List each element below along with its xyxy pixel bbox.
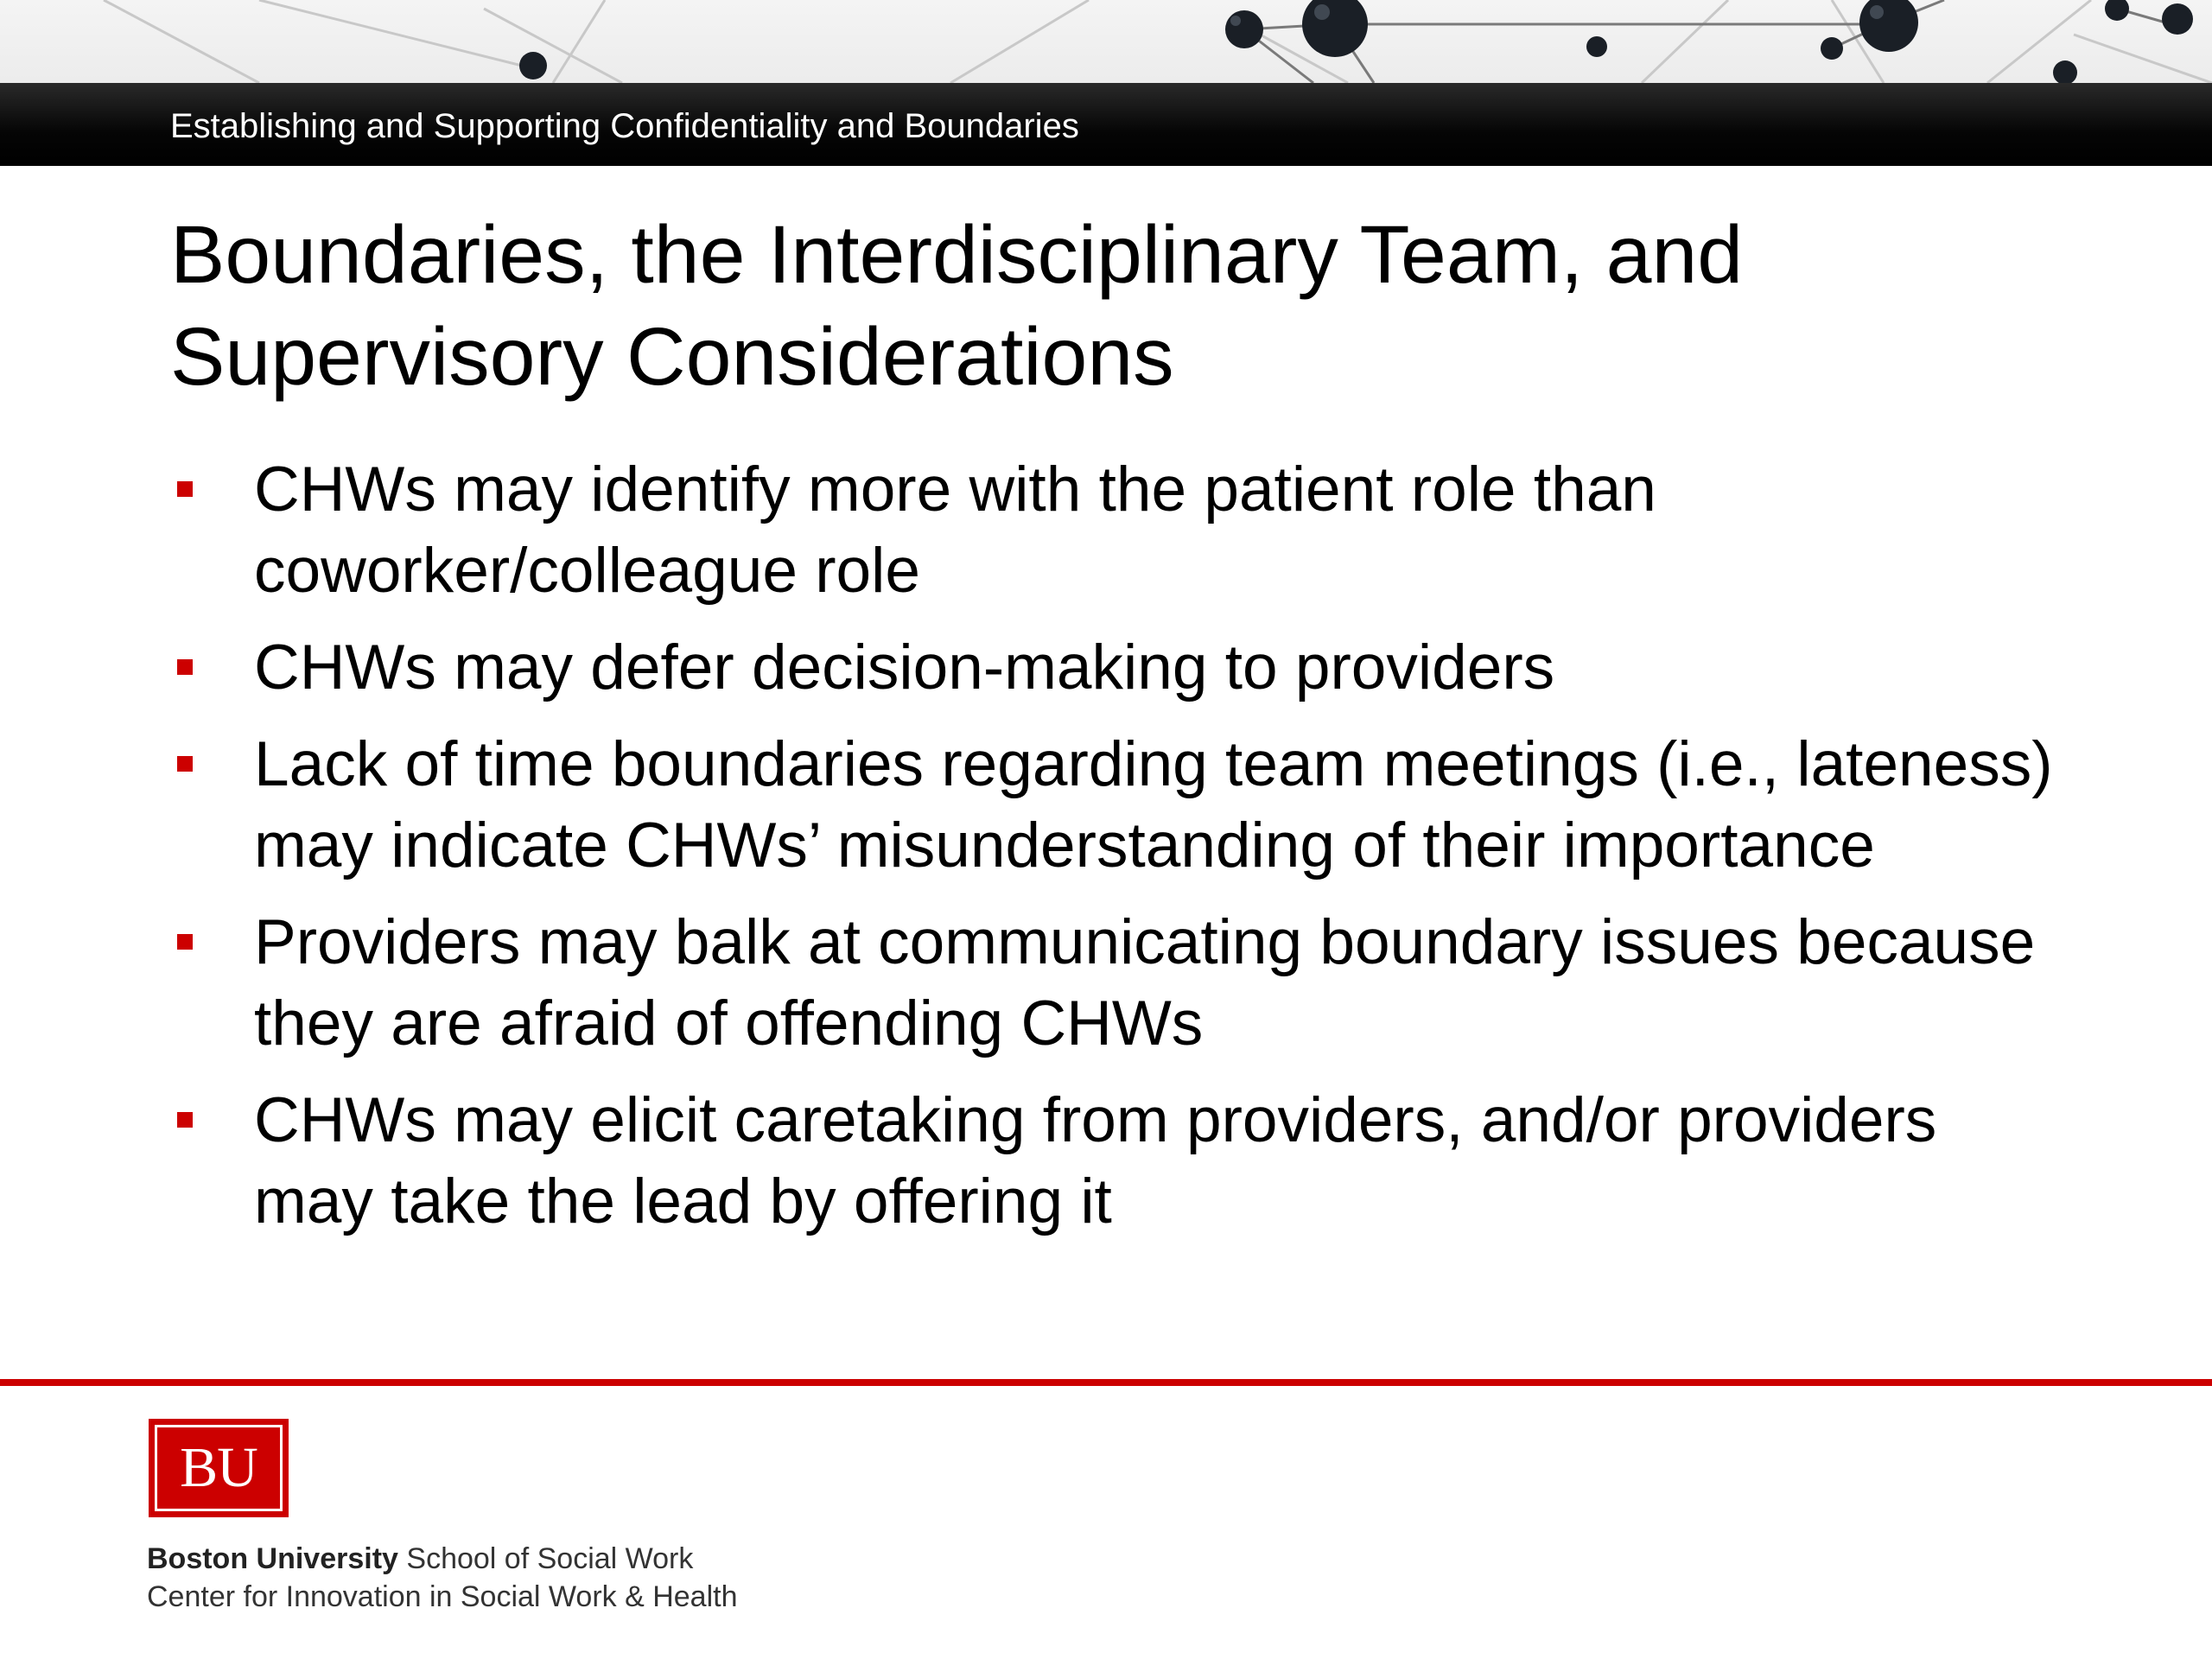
bullet-item	[170, 724, 2071, 887]
bullet-list	[170, 449, 2071, 1258]
bullet-text: CHWs may defer decision-making to providers	[254, 632, 1555, 702]
square-bullet-icon	[177, 1112, 193, 1128]
bullet-item	[170, 627, 2071, 709]
bullet-item	[170, 1080, 2071, 1243]
square-bullet-icon	[177, 659, 193, 675]
bullet-text: Lack of time boundaries regarding team meetings (i.e., lateness) may indicate CHWs’ misunderstanding of their importance	[254, 729, 2053, 880]
header-network-graphic	[0, 0, 2212, 83]
network-molecule-graphic	[0, 0, 2212, 83]
header-title: Establishing and Supporting Confidentiality and Boundaries	[170, 107, 1079, 145]
bu-logo	[149, 1419, 289, 1517]
footer-institution-line	[147, 1541, 693, 1577]
footer-divider	[0, 1379, 2212, 1386]
bullet-item	[170, 902, 2071, 1065]
school-name: School of Social Work	[397, 1542, 694, 1575]
bullet-text: CHWs may identify more with the patient role than coworker/colleague role	[254, 454, 1656, 606]
center-name: Center for Innovation in Social Work & Health	[147, 1580, 738, 1613]
university-name: Boston University	[147, 1542, 398, 1575]
square-bullet-icon	[177, 481, 193, 497]
bullet-item	[170, 449, 2071, 612]
square-bullet-icon	[177, 756, 193, 772]
bullet-text: Providers may balk at communicating boundary issues because they are afraid of offending CHWs	[254, 907, 2036, 1058]
slide-title: Boundaries, the Interdisciplinary Team, and Supervisory Considerations	[170, 209, 1744, 403]
bullet-text: CHWs may elicit caretaking from providers, and/or providers may take the lead by offering it	[254, 1085, 1937, 1236]
bu-logo-text: BU	[155, 1425, 283, 1511]
square-bullet-icon	[177, 934, 193, 950]
